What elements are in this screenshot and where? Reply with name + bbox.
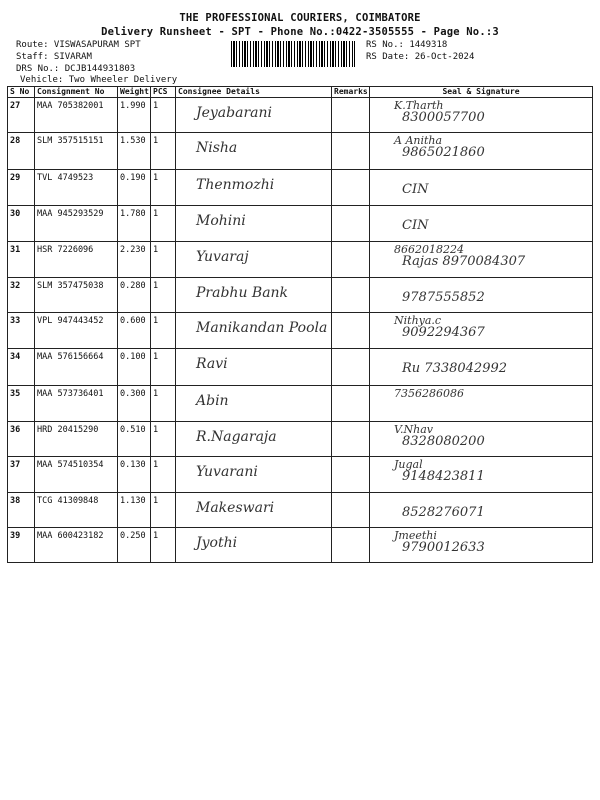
cell-consignment-no: MAA 945293529: [35, 206, 118, 242]
cell-pcs: 1: [151, 278, 176, 313]
col-header-consignee: Consignee Details: [176, 87, 332, 98]
consignee-handwriting: Abin: [196, 393, 229, 409]
cell-weight: 0.300: [118, 386, 151, 422]
cell-sno: 29: [8, 170, 35, 206]
consignee-handwriting: Yuvaraj: [196, 249, 249, 265]
signature-line-2: Ru 7338042992: [402, 361, 508, 376]
table-row: [8, 457, 593, 493]
cell-signature: [370, 278, 593, 313]
signature-line-2: 8328080200: [402, 434, 485, 449]
cell-consignee: [176, 98, 332, 133]
signature-line-1: K.Tharth: [394, 99, 444, 112]
consignee-handwriting: Mohini: [196, 213, 246, 229]
cell-pcs: 1: [151, 422, 176, 457]
vehicle-label: Vehicle: Two Wheeler Delivery: [20, 75, 178, 85]
signature-line-1: 7356286086: [394, 387, 464, 400]
cell-sno: 33: [8, 313, 35, 349]
cell-consignee: [176, 422, 332, 457]
cell-pcs: 1: [151, 493, 176, 528]
cell-pcs: 1: [151, 313, 176, 349]
cell-signature: [370, 386, 593, 422]
cell-consignment-no: HSR 7226096: [35, 242, 118, 278]
cell-remarks: [332, 170, 370, 206]
signature-line-2: CIN: [402, 218, 429, 233]
signature-line-2: 9787555852: [402, 290, 485, 305]
cell-sno: 32: [8, 278, 35, 313]
table-row: [8, 313, 593, 349]
cell-pcs: 1: [151, 242, 176, 278]
table-row: [8, 133, 593, 170]
cell-consignment-no: MAA 574510354: [35, 457, 118, 493]
cell-remarks: [332, 528, 370, 563]
cell-consignment-no: SLM 357475038: [35, 278, 118, 313]
rs-date: RS Date: 26-Oct-2024: [366, 52, 475, 62]
cell-sno: 36: [8, 422, 35, 457]
consignee-handwriting: Thenmozhi: [196, 177, 275, 193]
cell-signature: [370, 206, 593, 242]
cell-sno: 35: [8, 386, 35, 422]
cell-sno: 37: [8, 457, 35, 493]
signature-line-2: CIN: [402, 182, 429, 197]
cell-signature: [370, 170, 593, 206]
cell-weight: 0.510: [118, 422, 151, 457]
cell-remarks: [332, 493, 370, 528]
cell-weight: 1.130: [118, 493, 151, 528]
cell-signature: [370, 528, 593, 563]
table-row: [8, 278, 593, 313]
cell-consignee: [176, 170, 332, 206]
cell-signature: [370, 313, 593, 349]
cell-weight: 0.280: [118, 278, 151, 313]
cell-signature: [370, 493, 593, 528]
cell-weight: 1.530: [118, 133, 151, 170]
signature-line-2: 8300057700: [402, 110, 485, 125]
consignee-handwriting: Jyothi: [196, 535, 238, 551]
cell-consignment-no: MAA 600423182: [35, 528, 118, 563]
signature-line-2: 9092294367: [402, 325, 485, 340]
cell-consignee: [176, 349, 332, 386]
drs-label: DRS No.: DCJB144931803: [16, 64, 136, 74]
cell-consignment-no: MAA 576156664: [35, 349, 118, 386]
cell-weight: 0.100: [118, 349, 151, 386]
table-row: [8, 528, 593, 563]
consignee-handwriting: Jeyabarani: [196, 105, 272, 121]
col-header-sno: S No: [8, 87, 35, 98]
cell-sno: 27: [8, 98, 35, 133]
table-row: [8, 349, 593, 386]
cell-remarks: [332, 206, 370, 242]
cell-consignment-no: TVL 4749523: [35, 170, 118, 206]
signature-line-2: 9790012633: [402, 540, 485, 555]
cell-pcs: 1: [151, 133, 176, 170]
barcode-image: [231, 41, 355, 67]
cell-consignee: [176, 133, 332, 170]
route-label: Route: VISWASAPURAM SPT: [16, 40, 141, 50]
cell-sno: 31: [8, 242, 35, 278]
cell-signature: [370, 133, 593, 170]
signature-line-1: 8662018224: [394, 243, 464, 256]
cell-consignee: [176, 278, 332, 313]
rs-number: RS No.: 1449318: [366, 40, 448, 50]
col-header-pcs: PCS: [151, 87, 176, 98]
signature-line-2: Rajas 8970084307: [402, 254, 526, 269]
cell-pcs: 1: [151, 349, 176, 386]
cell-consignment-no: VPL 947443452: [35, 313, 118, 349]
cell-pcs: 1: [151, 170, 176, 206]
cell-remarks: [332, 457, 370, 493]
cell-weight: 2.230: [118, 242, 151, 278]
cell-consignee: [176, 242, 332, 278]
cell-sno: 39: [8, 528, 35, 563]
cell-pcs: 1: [151, 98, 176, 133]
cell-consignment-no: MAA 573736401: [35, 386, 118, 422]
cell-pcs: 1: [151, 206, 176, 242]
table-row: [8, 386, 593, 422]
cell-consignment-no: SLM 357515151: [35, 133, 118, 170]
cell-remarks: [332, 422, 370, 457]
cell-pcs: 1: [151, 386, 176, 422]
consignee-handwriting: Ravi: [196, 356, 228, 372]
col-header-signature: Seal & Signature: [370, 87, 593, 98]
col-header-consignment: Consignment No: [35, 87, 118, 98]
cell-signature: [370, 98, 593, 133]
cell-pcs: 1: [151, 528, 176, 563]
consignee-handwriting: Makeswari: [196, 500, 275, 516]
cell-sno: 34: [8, 349, 35, 386]
cell-sno: 28: [8, 133, 35, 170]
cell-consignment-no: HRD 20415290: [35, 422, 118, 457]
consignee-handwriting: Manikandan Poola: [196, 320, 328, 336]
cell-remarks: [332, 242, 370, 278]
cell-weight: 1.780: [118, 206, 151, 242]
col-header-remarks: Remarks: [332, 87, 370, 98]
signature-line-1: Jugal: [394, 458, 423, 471]
cell-signature: [370, 422, 593, 457]
cell-consignee: [176, 313, 332, 349]
signature-line-1: Nithya.c: [394, 314, 442, 327]
table-header-row: [8, 87, 593, 98]
cell-consignee: [176, 386, 332, 422]
col-header-weight: Weight: [118, 87, 151, 98]
consignee-handwriting: Prabhu Bank: [196, 285, 289, 301]
cell-pcs: 1: [151, 457, 176, 493]
cell-weight: 0.250: [118, 528, 151, 563]
cell-remarks: [332, 386, 370, 422]
cell-remarks: [332, 349, 370, 386]
consignee-handwriting: Yuvarani: [196, 464, 258, 480]
cell-sno: 30: [8, 206, 35, 242]
cell-weight: 1.990: [118, 98, 151, 133]
signature-line-1: V.Nhav: [394, 423, 433, 436]
cell-signature: [370, 457, 593, 493]
cell-weight: 0.190: [118, 170, 151, 206]
consignee-handwriting: R.Nagaraja: [196, 429, 277, 445]
signature-line-2: 9148423811: [402, 469, 485, 484]
signature-line-1: A Anitha: [394, 134, 443, 147]
table-row: [8, 493, 593, 528]
table-row: [8, 98, 593, 133]
cell-remarks: [332, 133, 370, 170]
consignee-handwriting: Nisha: [196, 140, 238, 156]
cell-consignment-no: MAA 705382001: [35, 98, 118, 133]
cell-remarks: [332, 313, 370, 349]
cell-signature: [370, 242, 593, 278]
table-row: [8, 422, 593, 457]
cell-weight: 0.600: [118, 313, 151, 349]
staff-label: Staff: SIVARAM: [16, 52, 92, 62]
runsheet-table: [7, 86, 593, 563]
signature-line-2: 9865021860: [402, 145, 485, 160]
table-row: [8, 206, 593, 242]
table-row: [8, 170, 593, 206]
cell-consignee: [176, 457, 332, 493]
cell-remarks: [332, 98, 370, 133]
cell-remarks: [332, 278, 370, 313]
cell-weight: 0.130: [118, 457, 151, 493]
table-row: [8, 242, 593, 278]
signature-line-2: 8528276071: [402, 505, 485, 520]
runsheet-subtitle: Delivery Runsheet - SPT - Phone No.:0422-3505555 - Page No.:3: [101, 26, 499, 38]
cell-consignee: [176, 528, 332, 563]
company-title: THE PROFESSIONAL COURIERS, COIMBATORE: [179, 12, 421, 24]
cell-sno: 38: [8, 493, 35, 528]
cell-signature: [370, 349, 593, 386]
signature-line-1: Jmeethi: [394, 529, 437, 542]
cell-consignment-no: TCG 41309848: [35, 493, 118, 528]
cell-consignee: [176, 206, 332, 242]
cell-consignee: [176, 493, 332, 528]
